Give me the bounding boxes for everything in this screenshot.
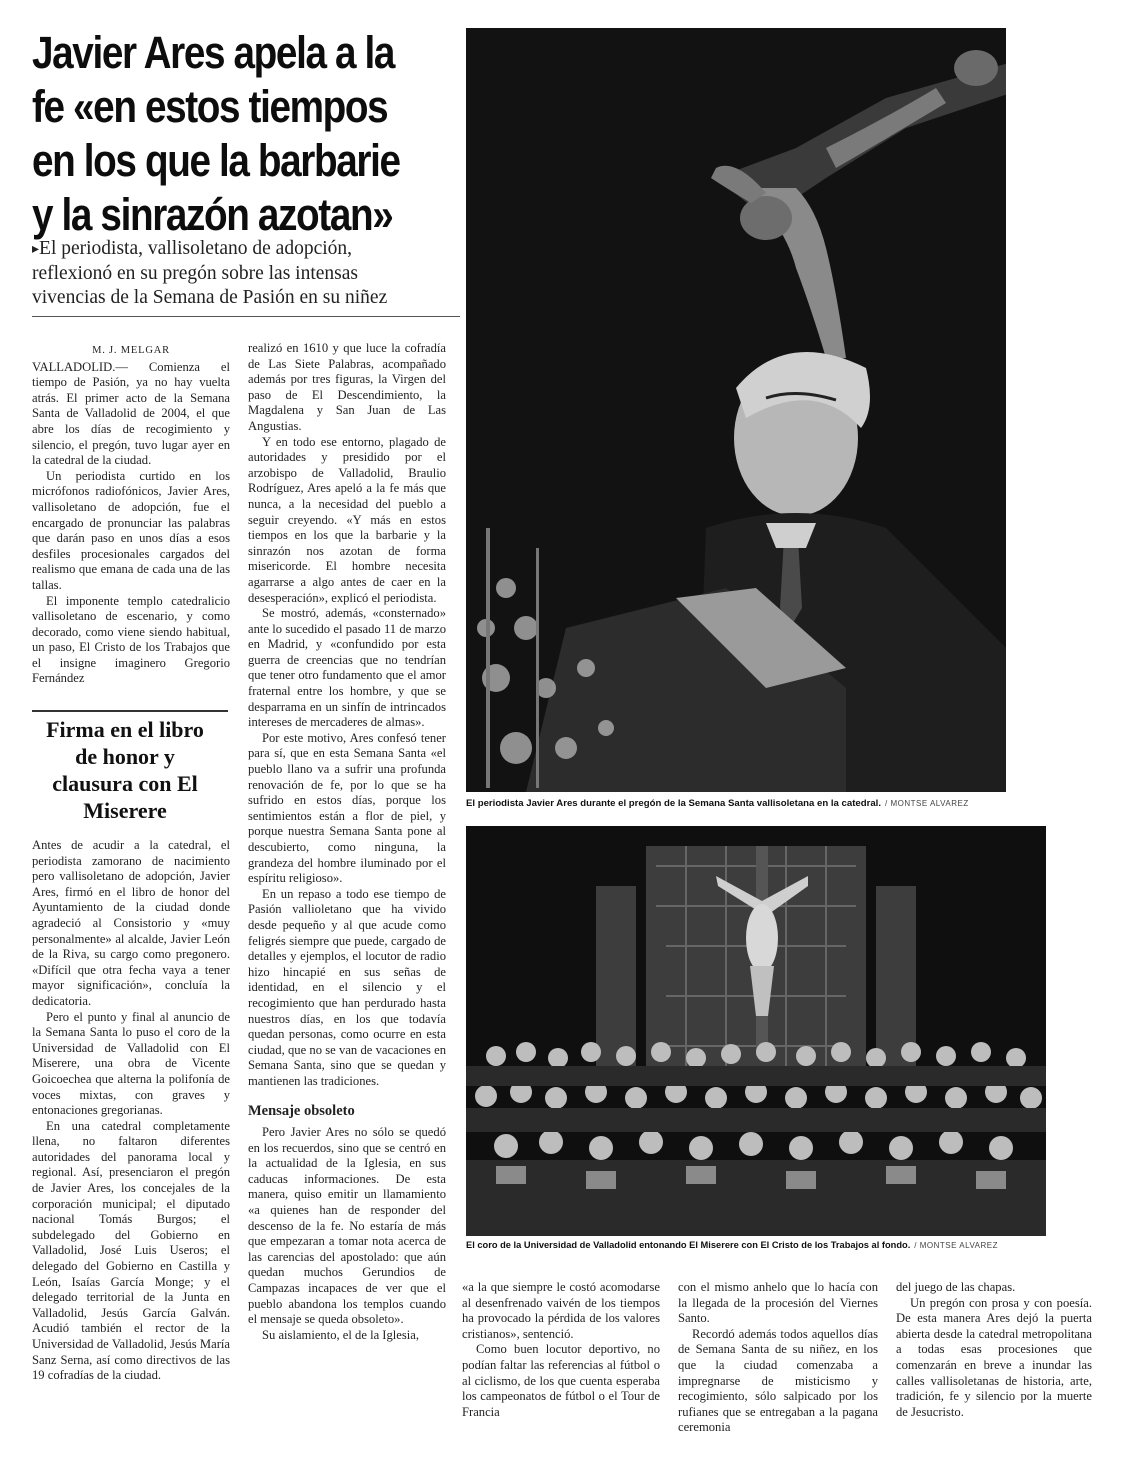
paragraph: En una catedral completamente llena, no faltaron diferentes autoridades del panorama local y regional. Así, presenciaron el pregón de Javier Ares, los concejales de la corporación municipal; el diputado nacional Tomás Burgos; el subdelegado del Gobierno en Valladolid, José Luis Useros; el delegado del Gobierno en Castilla y León, Isaías García Monge; y el delegado territorial de la Junta en Valladolid, Jesús García Galván. Acudió también el rector de la Universidad de Valladolid, Jesús María Sanz Serna, así como directivos de las 19 cofradías de la ciudad. [32, 1118, 230, 1383]
paragraph: del juego de las chapas. [896, 1280, 1016, 1294]
headline-line: Javier Ares apela a la [32, 27, 395, 78]
paragraph: VALLADOLID.— Comienza el tiempo de Pasión, ya no hay vuelta atrás. El primer acto de la Semana Santa de Valladolid de 2004, el que abre los días de recogimiento y silencio, el pregón, tuvo lugar ayer en la catedral de la ciudad. [32, 359, 230, 468]
sidebar-body [32, 838, 230, 1384]
headline-line: en los que la barbarie [32, 135, 400, 186]
paragraph: Pero Javier Ares no sólo se quedó en los recuerdos, sino que se centró en la actualidad de la Iglesia, en sus caducas informaciones. De esta manera, quiso emitir un llamamiento «a quienes han de responder del descenso de la fe. No estaría de más que empezaran a tomar nota acerca de las carencias del apostolado: que aún quedan muchos Gerundios de Campazas incapaces de ver que el pueblo abandona los templos cuando el mensaje se queda obsoleto». [248, 1125, 446, 1327]
paragraph: Por este motivo, Ares confesó tener para sí, que en esta Semana Santa «el pueblo llano va a sufrir una profunda renovación de fe, por lo que se ha sufrido en estos días, porque los sentimientos están a flor de piel, y porque nuestra Semana Santa pone al descubierto, como ninguna, la grandeza del hombre iluminado por el espíritu religioso». [248, 730, 446, 886]
photo-speaker [466, 28, 1006, 792]
paragraph: Recordó además todos aquellos días de Semana Santa de su niñez, en los que la ciudad comenzaba a impregnarse de misticismo y recogimiento, sólo salpicado por los rufianes que se entregaban a la pagana ceremonia [678, 1326, 878, 1435]
paragraph: Y en todo ese entorno, plagado de autoridades y presidido por el arzobispo de Valladolid, Braulio Rodríguez, Ares apeló a la fe más que nunca, a la necesidad del pueblo a seguir creyendo. «Y más en estos tiempos en los que la barbarie y la sinrazón nos azotan de forma misericorde. El hombre necesita agarrarse a algo antes de caer en la desesperación», explicó el periodista. [248, 434, 446, 605]
subhead-line: ▸El periodista, vallisoletano de adopción, [32, 238, 353, 259]
divider [32, 316, 460, 317]
paragraph: Se mostró, además, «consternado» ante lo sucedido el pasado 11 de marzo en Madrid, y «confundido por esta guerra de creencias que no tendrían que tener otro fundamento que el amor fraternal entre los hombre, y que se desparrama en un sinfín de intrincados intereses de mercaderes de almas». [248, 606, 446, 730]
paragraph: Un periodista curtido en los micrófonos radiofónicos, Javier Ares, vallisoletano de adopción, fue el encargado de pronunciar las palabras que darán paso en unos días a esos desfiles procesionales cargados del realismo que emana de cada una de las tallas. [32, 468, 230, 592]
article-column-1 [32, 343, 230, 687]
triangle-marker-icon: ▸ [32, 242, 40, 257]
paragraph: El imponente templo catedralicio vallisoletano de escenario, y como decorado, como viene siendo habitual, un paso, El Cristo de los Trabajos que el insigne imaginero Gregorio Fernández [32, 593, 230, 686]
subhead-line: vivencias de la Semana de Pasión en su niñez [32, 287, 388, 308]
photo-choir [466, 826, 1046, 1236]
photo-credit: / MONTSE ALVAREZ [885, 799, 969, 808]
subhead-line: reflexionó en su pregón sobre las intensas [32, 263, 358, 284]
paragraph: Su aislamiento, el de la Iglesia, [262, 1327, 420, 1342]
paragraph: Antes de acudir a la catedral, el periodista zamorano de nacimiento pero vallisoletano de adopción, Javier Ares, firmó en el libro de honor del Ayuntamiento de la ciudad donde agradeció al Consistorio y «muy personalmente» al alcalde, Javier León de la Riva, su cargo como pregonero. «Difícil que otra fecha vaya a tener mayor significación», concluía la dedicatoria. [32, 838, 230, 1008]
headline [32, 26, 400, 242]
paragraph: «a la que siempre le costó acomodarse al desenfrenado vaivén de los tiempos ha provocado la pérdida de los valores cristianos», sentenció. [462, 1280, 660, 1341]
subheadline [32, 237, 462, 310]
byline: M. J. MELGAR [92, 345, 170, 356]
headline-line: fe «en estos tiempos [32, 81, 388, 132]
photo-caption: El coro de la Universidad de Valladolid entonando El Miserere con El Cristo de los Trabajos al fondo. / MONTSE ALVAREZ [466, 1240, 999, 1250]
paragraph: Como buen locutor deportivo, no podían faltar las referencias al fútbol o al ciclismo, de los que cuenta esperaba los campeonatos de fútbol o el Tour de Francia [462, 1342, 660, 1419]
headline-line: y la sinrazón azotan» [32, 189, 393, 240]
photo-credit: / MONTSE ALVAREZ [914, 1241, 999, 1250]
article-column-2 [248, 341, 446, 1343]
photo-caption: El periodista Javier Ares durante el pregón de la Semana Santa vallisoletana en la catedral. / MONTSE ALVAREZ [466, 798, 969, 809]
sidebar-divider [32, 710, 228, 712]
paragraph: En un repaso a todo ese tiempo de Pasión vallioletano que ha vivido desde pequeño y al que acude como feligrés siempre que puede, cargado de detalles y ejemplos, el locutor de radio hizo hincapié en sus señas de identidad, en el silencio y el recogimiento que han perdurado hasta nuestros días, en los que todavía quedan personas, como ocurre en esta ciudad, que no se van de vacaciones en Semana Santa, sino que se quedan y mantienen las tradiciones. [248, 886, 446, 1088]
paragraph: Un pregón con prosa y con poesía. De esta manera Ares dejó la puerta abierta desde la catedral metropolitana a todas esas procesiones que comenzarán en breve a inundar las calles vallisoletanas de historia, arte, tradición, fe y silencio por la muerte de Jesucristo. [896, 1295, 1092, 1419]
paragraph: realizó en 1610 y que luce la cofradía de Las Siete Palabras, acompañado además por tres figuras, la Virgen del paso de El Descendimiento, la Magdalena y San Juan de Las Angustias. [248, 341, 446, 433]
article-column-3 [462, 1280, 660, 1420]
paragraph: con el mismo anhelo que lo hacía con la llegada de la procesión del Viernes Santo. [678, 1280, 878, 1326]
article-column-5 [896, 1280, 1092, 1420]
section-subtitle: Mensaje obsoleto [248, 1102, 355, 1119]
article-column-4 [678, 1280, 878, 1436]
paragraph: Pero el punto y final al anuncio de la Semana Santa lo puso el coro de la Universidad de Valladolid con El Miserere, una obra de Vicente Goicoechea que alterna la polifonía de voces mixtas, con graves y entonaciones gregorianas. [32, 1009, 230, 1118]
sidebar-title: Firma en el libro de honor y clausura con El Miserere [46, 717, 204, 823]
